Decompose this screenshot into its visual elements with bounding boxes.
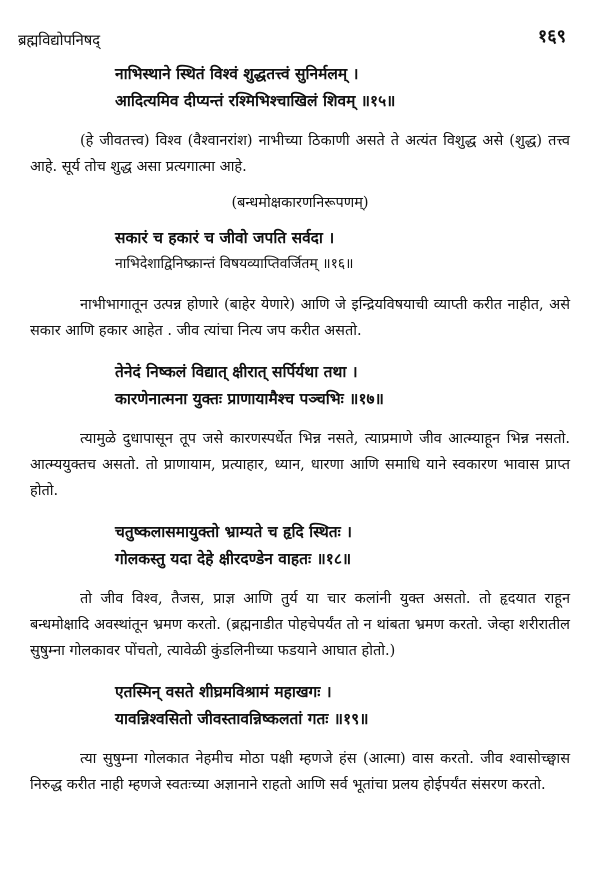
commentary-paragraph: (हे जीवतत्त्व) विश्व (वैश्वानरांश) नाभीच्या ठिकाणी असते ते अत्यंत विशुद्ध असे (शुद्ध) तत्त्व आहे. सूर्य तोच शुद्ध असा प्रत्यगात्मा आहे.	[30, 133, 570, 175]
page-content	[30, 60, 570, 798]
running-title: ब्रह्मविद्योपनिषद्	[18, 31, 100, 49]
commentary-paragraph: त्यामुळे दुधापासून तूप जसे कारणस्पर्धेत भिन्न नसते, त्याप्रमाणे जीव आत्म्याहून भिन्न नसतो. आत्म्ययुक्तच असतो. तो प्राणायाम, प्रत्याहार, ध्यान, धारणा आणि समाधि याने स्वकारण भावास प्राप्त होतो.	[30, 431, 570, 499]
verse-line: चतुष्कलासमायुक्तो भ्राम्यते च हृदि स्थितः ।	[115, 522, 353, 541]
verse-line: सकारं च हकारं च जीवो जपति सर्वदा ।	[115, 228, 335, 247]
commentary-paragraph: तो जीव विश्व, तैजस, प्राज्ञ आणि तुर्य या चार कलांनी युक्त असतो. तो हृदयात राहून बन्धमोक्षादि अवस्थांतून भ्रमण करतो. (ब्रह्मनाडीत पोहचेपर्यंत तो न थांबता भ्रमण करतो. जेव्हा शरीरातील सुषुम्ना गोलकावर पोंचतो, त्यावेळी कुंडलिनीच्या फडयाने आघात होतो.)	[30, 591, 570, 659]
verse-line: नाभिदेशाद्विनिष्क्रान्तं विषयव्याप्तिवर्जितम् ॥१६॥	[115, 256, 354, 272]
verse-15	[115, 60, 570, 114]
verse-line: गोलकस्तु यदा देहे क्षीरदण्डेन वाहतः ॥१८॥	[115, 549, 352, 568]
commentary-paragraph: नाभीभागातून उत्पन्न होणारे (बाहेर येणारे) आणि जे इन्द्रियविषयाची व्याप्ती करीत नाहीत, असे सकार आणि हकार आहेत . जीव त्यांचा नित्य जप करीत असतो.	[30, 297, 570, 339]
page-header	[18, 26, 566, 54]
verse-line: आदित्यमिव दीप्यन्तं रश्मिभिश्चाखिलं शिवम् ॥१५॥	[115, 91, 396, 110]
page-number: १६९	[537, 26, 566, 47]
verse-line: यावन्निश्वसितो जीवस्तावन्निष्कलतां गतः ॥१९॥	[115, 709, 369, 728]
verse-line: कारणेनात्मना युक्तः प्राणायामैश्च पञ्चभिः ॥१७॥	[115, 389, 384, 408]
verse-line: तेनेदं निष्कलं विद्यात् क्षीरात् सर्पिर्यथा तथा ।	[115, 362, 358, 381]
verse-17	[115, 358, 570, 412]
verse-line: एतस्मिन् वसते शीघ्रमविश्रामं महाखगः ।	[115, 682, 332, 701]
verse-line: नाभिस्थाने स्थितं विश्वं शुद्धतत्त्वं सुनिर्मलम् ।	[115, 64, 359, 83]
commentary-paragraph: त्या सुषुम्ना गोलकात नेहमीच मोठा पक्षी म्हणजे हंस (आत्मा) वास करतो. जीव श्वासोच्छ्वास निरुद्ध करीत नाही म्हणजे स्वतःच्या अज्ञानाने राहतो आणि सर्व भूतांचा प्रलय होईपर्यंत संसरण करतो.	[30, 751, 570, 793]
verse-18	[115, 518, 570, 572]
verse-19	[115, 678, 570, 732]
section-heading: (बन्धमोक्षकारणनिरूपणम्)	[231, 195, 369, 211]
verse-16	[115, 224, 570, 278]
